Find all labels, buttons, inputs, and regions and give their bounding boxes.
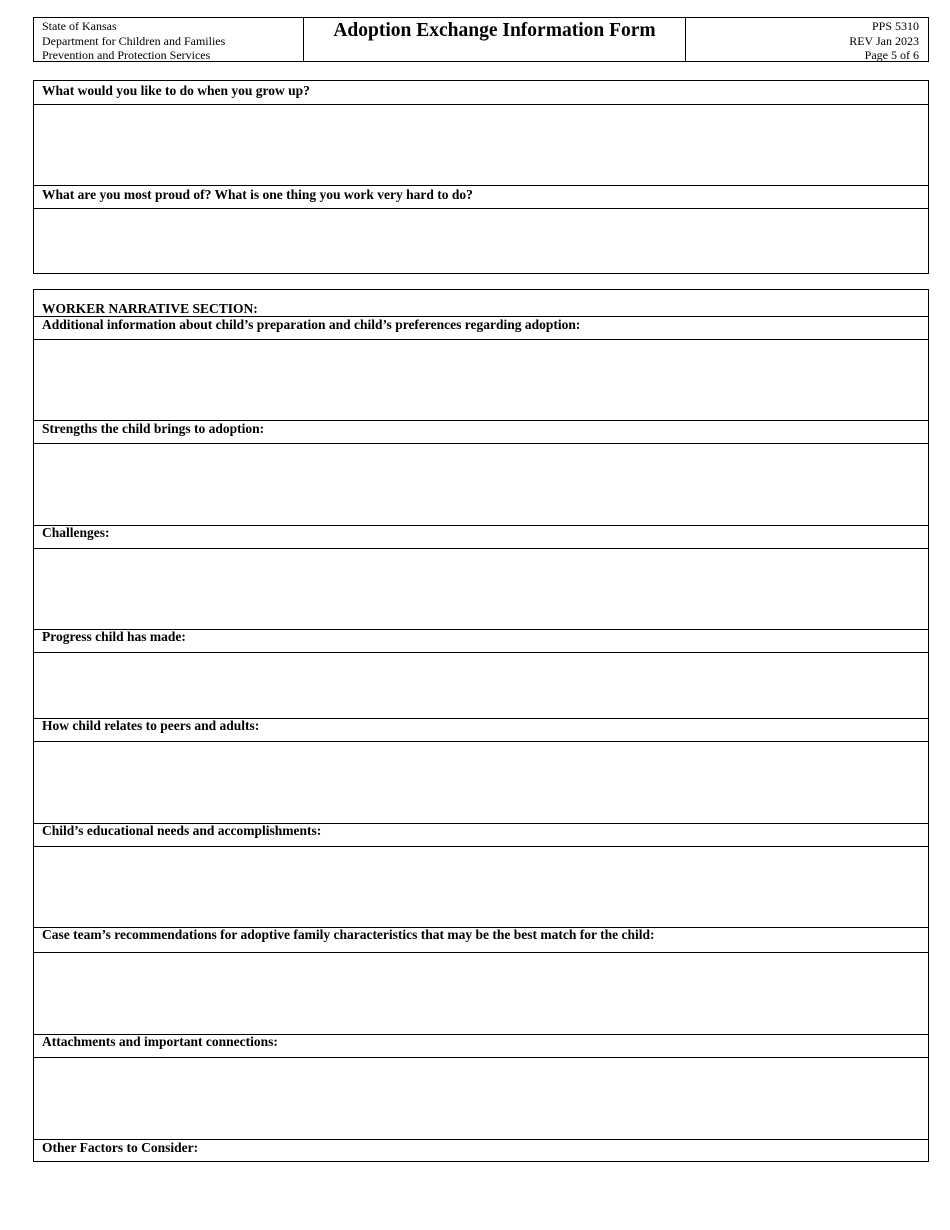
agency-state: State of Kansas	[42, 19, 117, 33]
attachments-answer-field[interactable]	[34, 1058, 928, 1139]
relates-answer-field[interactable]	[34, 742, 928, 823]
divider	[34, 185, 928, 186]
worker-narrative-section	[33, 289, 929, 1162]
form-title: Adoption Exchange Information Form	[333, 20, 656, 41]
agency-division: Prevention and Protection Services	[42, 48, 211, 62]
relates-label: How child relates to peers and adults:	[42, 718, 260, 733]
agency-block	[34, 18, 304, 61]
strengths-label: Strengths the child brings to adoption:	[42, 421, 265, 436]
proud-answer-field[interactable]	[34, 209, 928, 273]
attachments-label: Attachments and important connections:	[42, 1034, 278, 1049]
recommendations-label: Case team’s recommendations for adoptive family characteristics that may be the best match for the child:	[42, 927, 655, 942]
divider	[34, 525, 928, 526]
proud-label: What are you most proud of? What is one thing you work very hard to do?	[42, 187, 473, 202]
child-questions-section	[33, 80, 929, 274]
challenges-label: Challenges:	[42, 525, 110, 540]
form-number: PPS 5310	[871, 19, 919, 33]
educational-answer-field[interactable]	[34, 847, 928, 927]
grow-up-label: What would you like to do when you grow up?	[42, 83, 310, 98]
progress-label: Progress child has made:	[42, 629, 186, 644]
form-info-block	[685, 18, 928, 61]
recommendations-answer-field[interactable]	[34, 953, 928, 1034]
preparation-label: Additional information about child’s preparation and child’s preferences regarding adoption:	[42, 317, 581, 332]
form-header	[33, 17, 929, 62]
page-number: Page 5 of 6	[864, 48, 919, 62]
progress-answer-field[interactable]	[34, 653, 928, 718]
worker-section-heading: WORKER NARRATIVE SECTION:	[42, 301, 258, 316]
agency-department: Department for Children and Families	[42, 33, 226, 48]
form-revision: REV Jan 2023	[849, 33, 919, 48]
educational-label: Child’s educational needs and accomplishments:	[42, 823, 322, 838]
preparation-answer-field[interactable]	[34, 340, 928, 420]
challenges-answer-field[interactable]	[34, 549, 928, 629]
other-factors-label: Other Factors to Consider:	[42, 1140, 199, 1155]
grow-up-answer-field[interactable]	[34, 105, 928, 185]
strengths-answer-field[interactable]	[34, 444, 928, 525]
